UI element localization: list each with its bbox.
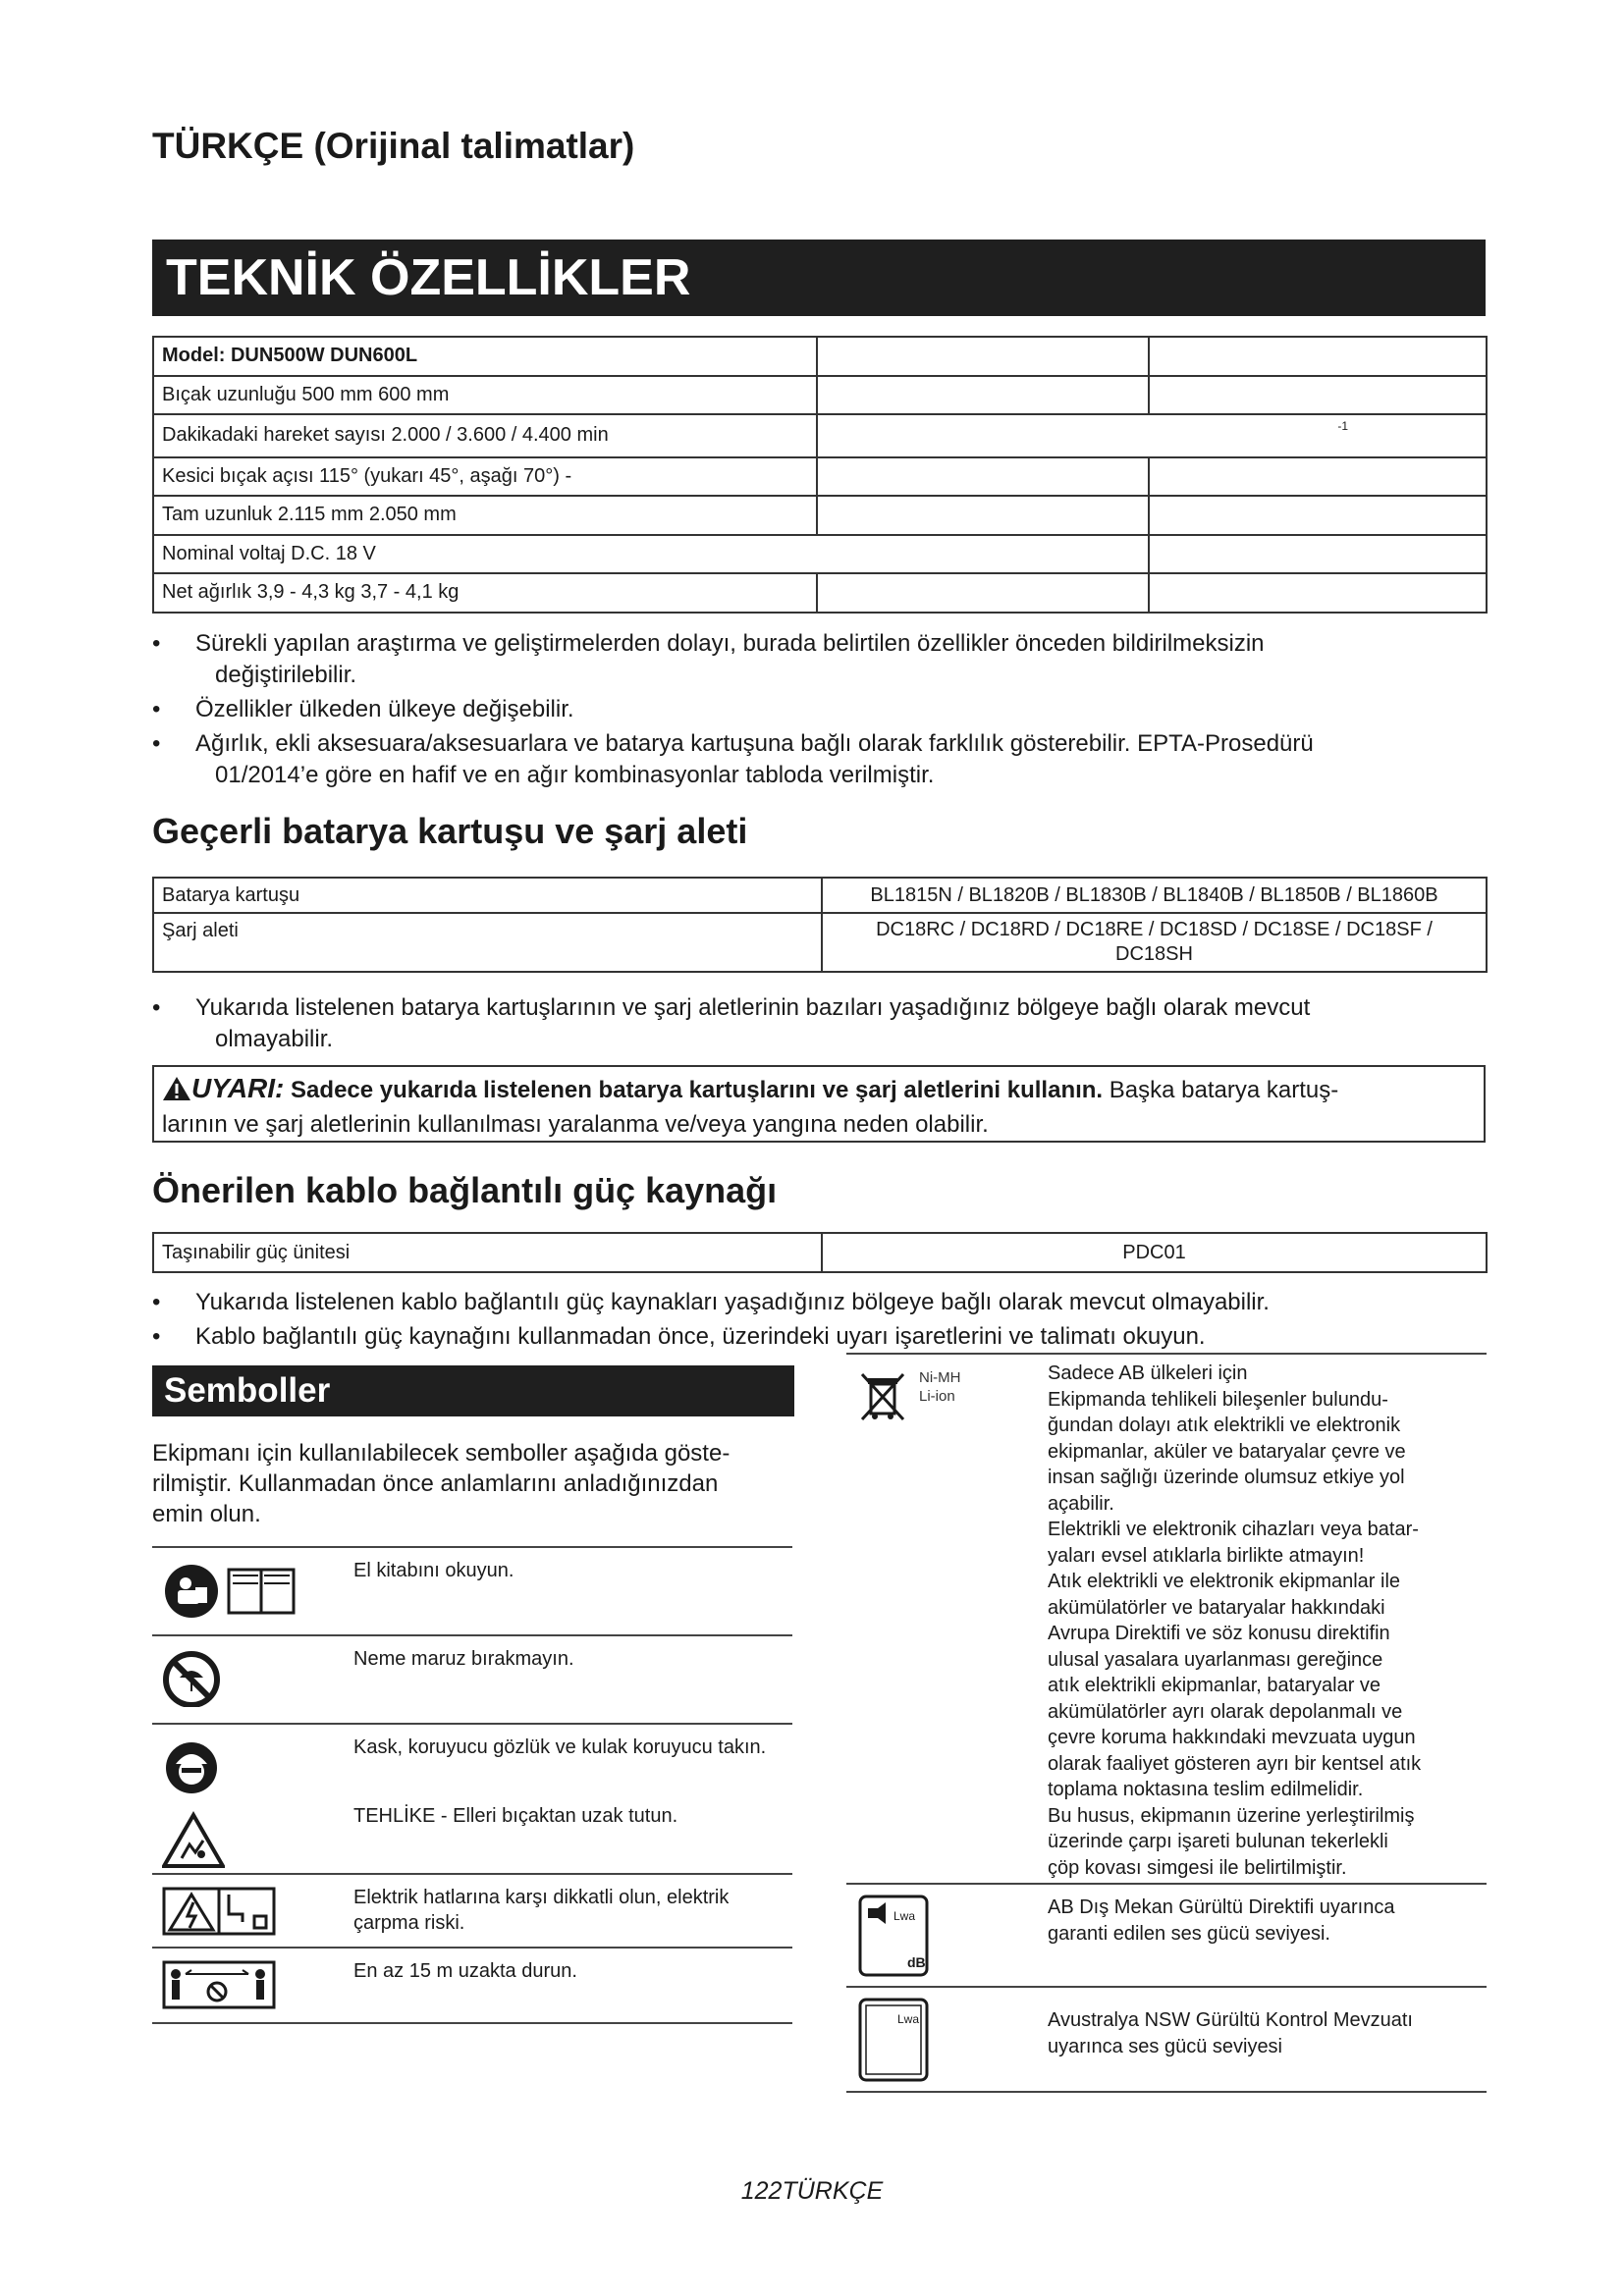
- svg-text:dB: dB: [907, 1954, 926, 1970]
- list-item: • Yukarıda listelenen kablo bağlantılı güç kaynakları yaşadığınız bölgeye bağlı olarak mevcut olmayabilir.: [152, 1289, 1270, 1315]
- symbol-desc: En az 15 m uzakta durun.: [353, 1960, 577, 1982]
- svg-text:Lwa: Lwa: [897, 2012, 920, 2026]
- nsw-noise-lwa-icon: [858, 1998, 929, 2087]
- power-notes: [152, 1287, 1488, 1356]
- battery-table: [152, 877, 1488, 973]
- warning-bold-text: Sadece yukarıda listelenen batarya kartuşlarını ve şarj aletlerini kullanın.: [291, 1077, 1104, 1103]
- spec-model: Model: DUN500W DUN600L: [153, 337, 817, 376]
- protective-gear-icon: [162, 1736, 221, 1800]
- warning-box: UYARI: Sadece yukarıda listelenen batarya kartuşlarını ve şarj aletlerini kullanın. Başka batarya kartuş- larının ve şarj aletlerinin kullanılması yaralanma ve/veya yangına neden olabilir.: [152, 1065, 1486, 1143]
- power-unit-label: Taşınabilir güç ünitesi: [153, 1233, 822, 1272]
- section-banner-specs: TEKNİK ÖZELLİKLER: [152, 240, 1486, 316]
- table-row: [153, 1233, 1487, 1272]
- list-item: • Yukarıda listelenen batarya kartuşlarının ve şarj aletlerinin bazıları yaşadığınız bölgeye bağlı olarak mevcut olmayabilir.: [152, 994, 1311, 1052]
- table-row: [153, 535, 1487, 574]
- language-title: TÜRKÇE (Orijinal talimatlar): [152, 126, 635, 166]
- table-row: [153, 878, 1487, 913]
- blade-danger-icon: [162, 1811, 225, 1875]
- list-item: • Özellikler ülkeden ülkeye değişebilir.: [152, 696, 574, 722]
- weee-desc: Sadece AB ülkeleri için Ekipmanda tehlikeli bileşenler bulundu- ğundan dolayı atık elektrikli ve elektronik ekipmanlar, aküler ve bataryalar çevre ve insan sağlığı üzerinde olumsuz etkiye yol açabilir. Elektrikli ve elektronik cihazları veya batar- yaları evsel atıklarla birlikte atmayın! Atık elektrikli ve elektronik ekipmanlar ile akümülatörler ve bataryalar hakkındaki Avrupa Direktifi ve söz konusu direktifin ulusal yasalara uyarlanması gereğince atık elektrikli ekipmanlar, bataryalar ve akümülatörler ayrı olarak depolanmalı ve çevre koruma hakkındaki mevzuata uygun olarak faaliyet gösteren ayrı bir kentsel atık toplama noktasına teslim edilmelidir. Bu husus, ekipmanın üzerine yerleştirilmiş üzerinde çarpı işareti bulunan tekerlekli çöp kovası simgesi ile belirtilmiştir.: [1048, 1362, 1422, 1879]
- svg-text:Lwa: Lwa: [893, 1909, 916, 1923]
- charger-label: Şarj aleti: [153, 913, 822, 972]
- symbol-row: [152, 1546, 792, 1636]
- table-row: [153, 457, 1487, 497]
- table-row: [153, 376, 1487, 415]
- battery-label: Batarya kartuşu: [153, 878, 822, 913]
- weee-chemistry: Ni-MH Li-ion: [919, 1369, 961, 1405]
- list-item: • Ağırlık, ekli aksesuara/aksesuarlara ve batarya kartuşuna bağlı olarak farklılık gösterebilir. EPTA-Prosedürü 01/2014’e göre en hafif ve en ağır kombinasyonlar tabloda verilmiştir.: [152, 730, 1314, 788]
- symbol-desc: Kask, koruyucu gözlük ve kulak koruyucu takın.: [353, 1736, 767, 1758]
- spec-voltage: Nominal voltaj D.C. 18 V: [153, 535, 1149, 574]
- read-manual-icon: [162, 1560, 299, 1624]
- weee-bin-icon: [858, 1370, 907, 1428]
- battery-section-heading: Geçerli batarya kartuşu ve şarj aleti: [152, 811, 748, 851]
- symbol-row-danger: [152, 1795, 792, 1884]
- power-unit-model: PDC01: [822, 1233, 1487, 1272]
- eu-noise-desc: AB Dış Mekan Gürültü Direktifi uyarınca garanti edilen ses gücü seviyesi.: [1048, 1896, 1395, 1945]
- page-footer: 122TÜRKÇE: [740, 2177, 884, 2205]
- symbol-row: [152, 1947, 792, 2024]
- no-rain-icon: [162, 1648, 221, 1712]
- list-item: • Kablo bağlantılı güç kaynağını kullanmadan önce, üzerindeki uyarı işaretlerini ve talimatı okuyun.: [152, 1323, 1206, 1350]
- table-row: [153, 496, 1487, 535]
- spec-strokes: Dakikadaki hareket sayısı 2.000 / 3.600 / 4.400 min: [153, 414, 817, 457]
- warning-icon: [162, 1076, 191, 1109]
- spec-unit-superscript: -1: [817, 414, 1487, 457]
- section-banner-symbols: Semboller: [152, 1365, 794, 1416]
- table-row: [153, 414, 1487, 457]
- table-row: [153, 573, 1487, 613]
- spec-notes: [152, 628, 1488, 794]
- spec-net-weight: Net ağırlık 3,9 - 4,3 kg 3,7 - 4,1 kg: [153, 573, 817, 613]
- symbol-desc: El kitabını okuyun.: [353, 1560, 514, 1581]
- symbol-row-weee: [846, 1353, 1487, 1885]
- eu-noise-lwa-icon: [858, 1895, 929, 1982]
- spec-blade-length: Bıçak uzunluğu 500 mm 600 mm: [153, 376, 817, 415]
- power-table: [152, 1232, 1488, 1273]
- table-row: [153, 913, 1487, 972]
- symbol-row: [152, 1634, 792, 1725]
- warning-label: UYARI:: [191, 1073, 285, 1103]
- table-row: [153, 337, 1487, 376]
- symbol-desc: TEHLİKE - Elleri bıçaktan uzak tutun.: [353, 1805, 678, 1827]
- spec-overall-length: Tam uzunluk 2.115 mm 2.050 mm: [153, 496, 817, 535]
- distance-icon: [162, 1960, 276, 2014]
- symbol-row: [152, 1873, 792, 1949]
- symbol-desc: Elektrik hatlarına karşı dikkatli olun, elektrik çarpma riski.: [353, 1887, 730, 1934]
- symbol-desc: Neme maruz bırakmayın.: [353, 1648, 574, 1670]
- symbol-row-nsw-noise: [846, 1986, 1487, 2093]
- symbol-row-eu-noise: [846, 1883, 1487, 1988]
- symbols-intro: Ekipmanı için kullanılabilecek semboller aşağıda göste- rilmiştir. Kullanmadan önce anlamlarını anladığınızdan emin olun.: [152, 1440, 731, 1527]
- battery-models: BL1815N / BL1820B / BL1830B / BL1840B / BL1850B / BL1860B: [822, 878, 1487, 913]
- nsw-noise-desc: Avustralya NSW Gürültü Kontrol Mevzuatı uyarınca ses gücü seviyesi: [1048, 2009, 1413, 2057]
- spec-blade-angle: Kesici bıçak açısı 115° (yukarı 45°, aşağı 70°) -: [153, 457, 817, 497]
- battery-notes: [152, 992, 1488, 1058]
- power-section-heading: Önerilen kablo bağlantılı güç kaynağı: [152, 1170, 778, 1210]
- spec-table: [152, 336, 1488, 614]
- electric-shock-icon: [162, 1887, 276, 1941]
- list-item: • Sürekli yapılan araştırma ve geliştirmelerden dolayı, burada belirtilen özellikler önceden bildirilmeksizin değiştirilebilir.: [152, 630, 1265, 688]
- charger-models: DC18RC / DC18RD / DC18RE / DC18SD / DC18SE / DC18SF / DC18SH: [822, 913, 1487, 972]
